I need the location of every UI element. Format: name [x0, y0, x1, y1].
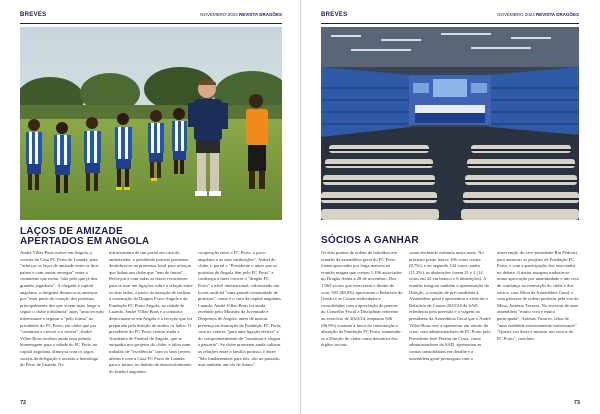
page-header [20, 12, 282, 22]
header-rule [321, 23, 579, 24]
page-number: 73 [573, 400, 580, 406]
general-assembly-auditorium [321, 27, 579, 220]
headline-line-1: LAÇOS DE AMIZADE [20, 226, 123, 237]
article-photo [321, 27, 579, 220]
page-header [321, 12, 579, 22]
article-column-3: intervenção do vice-presidente Rui Pedrotti, para anunciar os projetos da Fundação FC Porto, e com a participação dos associados no debate. A maior margem traduziu-se numa aprovação por unanimidade e um voto de confiança na renovação do clube e dos sócios, com Mesa da Assembleia Geral, e com palavras de ordem portistas pela voz de Mesa, António Tavares. No encerrar de uma assembleia "muito viva e muito participada", António Tavares, falou de "uma realidade extremamente interessante". "Queria vos dizer e mostrar aos sócios do FC Porto", concluiu. [497, 250, 579, 341]
right-page [300, 0, 600, 414]
article-column-2: infraestrutura de um portal em casa do embaixador, o presidente portista prometeu desdobrar-se na promessa local para reforçar que linhas um clube que "tem de futuro". Reforçou a com todas as frases recorrentes para se usar em ligações sobre a relação entre os dois lados, a partir da intenção de realizar a construção do Dragon Force Angola e da Fundação FC Porto Angola, na cidade de Luanda. André Villas-Boas e a comitiva deslocaram-se em Angola e a receção que foi preparada pela direção de ambos os lados. O presidente do FC Porto visitou ainda a Academia de Futebol de Angola, que se enquadra nos projetos do clube, e falou num trabalho de "excelência" com os seus jovens atletas e com a Casa FC Porto de Luanda para o futuro, no âmbito de desenvolvimento do futebol angolano. [109, 250, 193, 374]
group-photo-children-football [20, 27, 282, 220]
section-label: BREVES [20, 12, 47, 18]
article-column-1: Os dois pontos de ordem de trabalhos em reunião da assembleia geral do FC Porto foram aprovados por larga maioria na reunião magna que contou 1.196 associados no Dragão Arena a 28 de novembro. Dos 1.062 sócios que exerceram o direito de voto, 935 (88,0%) aprovaram o Relatório de Gestão e as Contas individuais e consolidadas com a apreciação de parecer do Conselho Fiscal e Disciplinar referente ao exercício de 2023/24, enquanto 926 (86,9%) votaram a favor da constituição e alteração da Fundação FC Porto, mantendo-se a Direção do clube como detentora dos órgãos sociais. [321, 250, 403, 348]
section-label: BREVES [321, 12, 348, 18]
article-photo [20, 27, 282, 220]
magazine-name: REVISTA DRAGÕES [535, 12, 579, 17]
article-headline [20, 227, 282, 247]
article-column-1: André Villas-Boas esteve em Angola, a convite da Casa FC Porto de Luanda, para "reforçar os laços de amizade entre os dois países e com outras entregas" entre o continente que inclui "não pelo que já deu grandes jogadores". A chegada à capital angolana, o dirigente destacou as ameaças por "estar perto do coração dos portistas, principalmente dos que vivem mais longe a seguir o clube à distância" após "uma receção interessante e segurar a "pelo forma" no presidente do FC Porto, em clube que por "continuar a crescer e a vencer". André Villas-Boas recebeu ainda uma prenda homenagem para a cidade do FC Porto na capital angolana, almoçou com os jogos sociais da delegação e assistiu a homologo do Petro de Luanda. Na [20, 250, 104, 368]
headline-line-2: APERTADOS EM ANGOLA [20, 236, 150, 247]
page-number: 72 [20, 400, 27, 406]
article-column-2: como enchendo estímulo nesta noite. No primeiro ponto houve 106 votos contra (8,7%), e no segundo 134 votos contra (11,2%), as abstenções foram 21 e 2 (14 votos em 22 em branco e 6 abstenções). A reunião integrou também a apresentação da Direção, a votação de pré-candidato à Assembleia geral e apresentou a visão de o Relatório de Contas 2023/24 da SAD, relevância pela previsão e a viagem ao presidente da Assembleia Geral que o André Villas-Boas teve a apresentar um retrato da crise, com administradores de FC Porto pelo Presidente José Pereira da Costa, como administradores da SAD, apresentou as contas consolidadas em detalhe e a assembleia geral prosseguiu com o [409, 250, 491, 361]
magazine-name: REVISTA DRAGÕES [238, 12, 282, 17]
article-headline: SÓCIOS A GANHAR [321, 235, 419, 246]
article-column-3: cooperação entre o FC Porto, o povo angolano e as suas instituições". Atitud do clube, o portal o "Presidente o amor que os portistas de Angola têm pelo FC Porto" e confiança a fazer crescer o "dragão FC Porto" a nível internacional, valorizando em locais onde há "uma grande comunidade de portistas", como é o caso da capital angolana, Luanda. André Villas-Boas foi ainda recebido pelo Ministro da Juventude e Desportos de Angola, antes de marcar presença na formação da Fundação FC Porto, com os valores "para uma ligação efetiva" e do comprometimento de "continuar a elogiar a parceria". Se clube prometeu ainda cultivar as relações entre a família portista, e dizer: "São fundamentais para nós, são no passado, mas também um elo de futuro". [198, 250, 282, 368]
header-rule [20, 23, 282, 24]
issue-month: NOVEMBRO 2024 [200, 12, 238, 17]
issue-meta [497, 12, 579, 17]
issue-meta [200, 12, 282, 17]
issue-month: NOVEMBRO 2024 [497, 12, 535, 17]
